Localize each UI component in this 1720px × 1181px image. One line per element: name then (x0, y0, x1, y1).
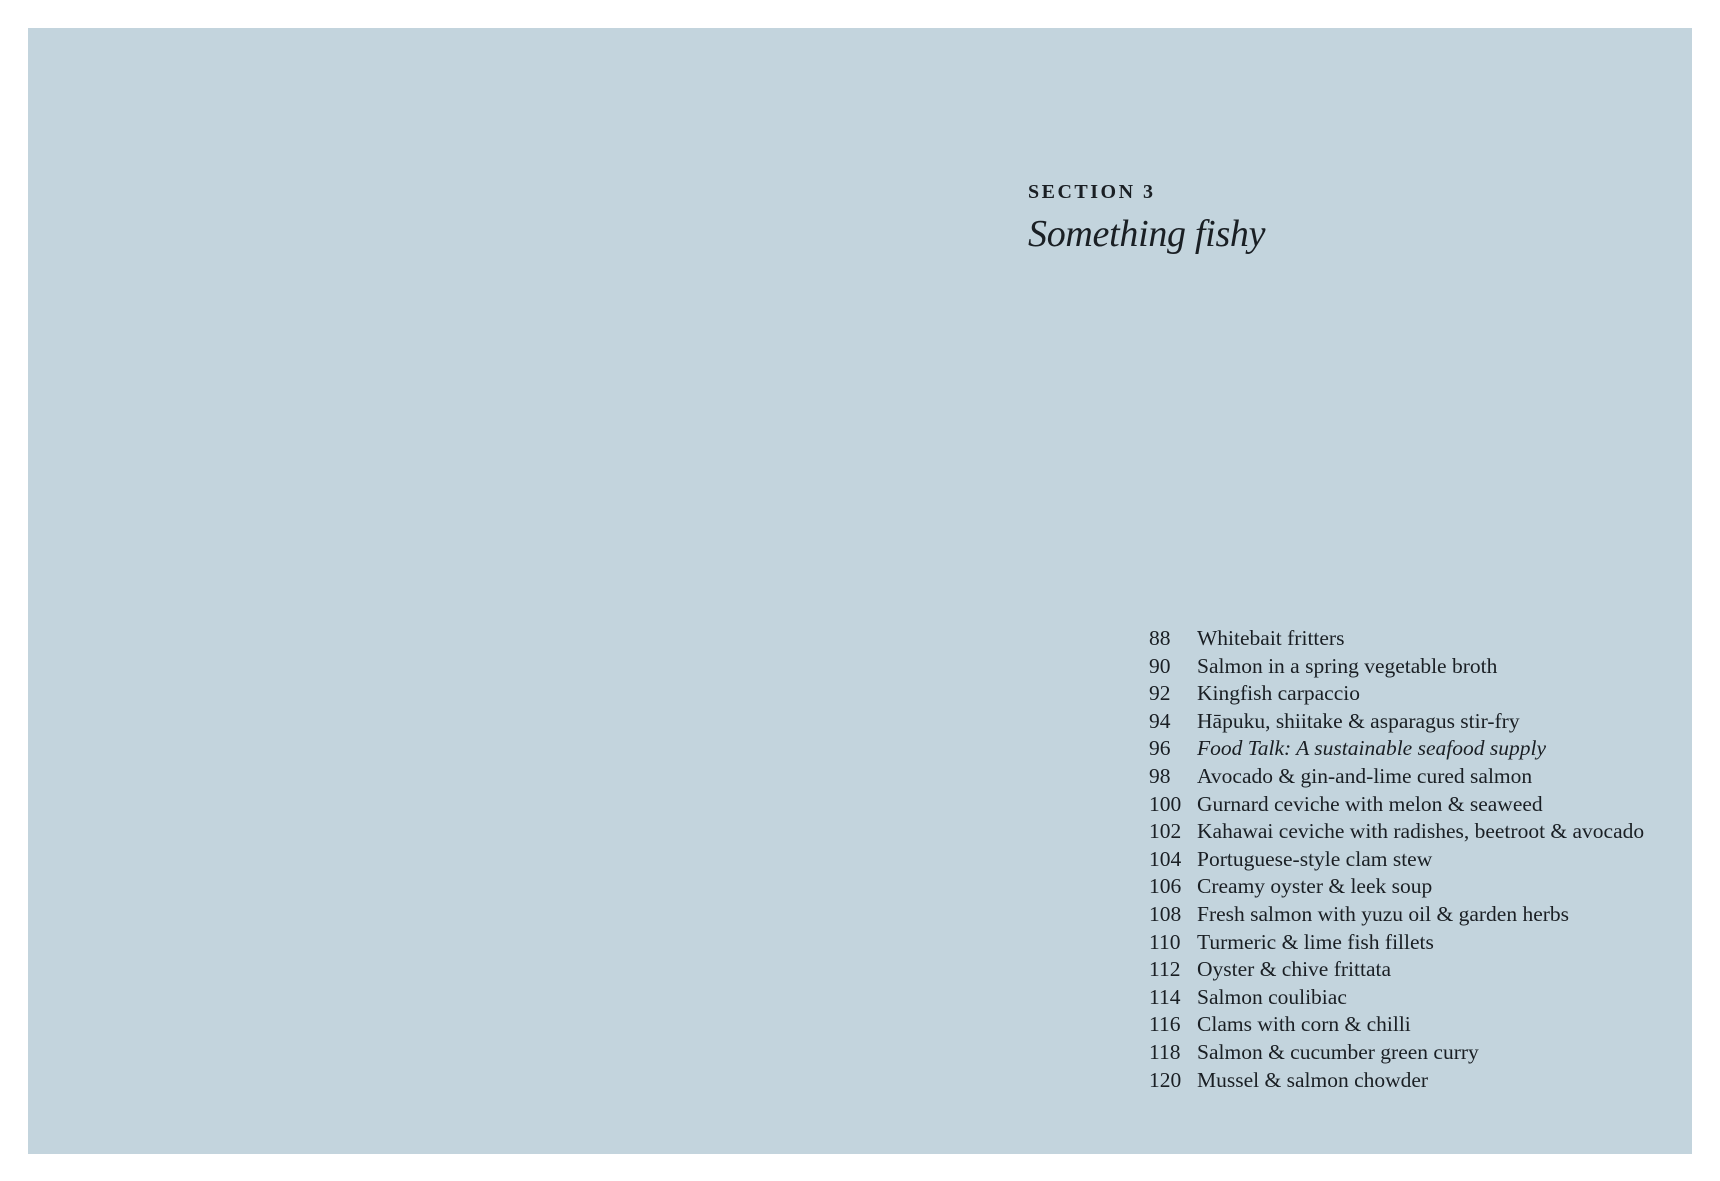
page-number: 108 (1149, 901, 1182, 926)
contents-item (1149, 1067, 1644, 1095)
recipe-title: Fresh salmon with yuzu oil & garden herbs (1197, 901, 1570, 926)
page-number: 118 (1149, 1039, 1181, 1064)
book-spread (28, 28, 1692, 1154)
contents-item (1149, 901, 1644, 929)
contents-item (1149, 984, 1644, 1012)
page-number: 96 (1149, 736, 1171, 761)
page-number: 88 (1149, 626, 1171, 650)
contents-item (1149, 708, 1644, 736)
recipe-title: Creamy oyster & leek soup (1197, 874, 1433, 899)
recipe-title: Kingfish carpaccio (1197, 681, 1360, 706)
recipe-title: Hāpuku, shiitake & asparagus stir-fry (1197, 708, 1520, 733)
contents-item (1149, 873, 1644, 901)
contents-item (1149, 1039, 1644, 1067)
section-header (1028, 180, 1265, 256)
feature-title: Food Talk: A sustainable seafood supply (1197, 736, 1546, 761)
recipe-title: Avocado & gin-and-lime cured salmon (1197, 763, 1533, 788)
contents-item (1149, 763, 1644, 791)
recipe-contents-list (1149, 625, 1644, 1094)
page-number: 104 (1149, 846, 1182, 871)
contents-item (1149, 791, 1644, 819)
page-number: 112 (1149, 957, 1181, 982)
contents-item (1149, 818, 1644, 846)
recipe-title: Salmon in a spring vegetable broth (1197, 653, 1498, 678)
contents-item (1149, 680, 1644, 708)
recipe-title: Oyster & chive frittata (1197, 957, 1392, 982)
recipe-title: Salmon coulibiac (1197, 984, 1347, 1009)
contents-item (1149, 625, 1644, 653)
page-number: 100 (1149, 791, 1182, 816)
section-title: Something fishy (1028, 213, 1266, 255)
contents-item (1149, 735, 1644, 763)
contents-item (1149, 956, 1644, 984)
contents-item (1149, 653, 1644, 681)
recipe-title: Mussel & salmon chowder (1197, 1067, 1429, 1092)
recipe-title: Portuguese-style clam stew (1197, 846, 1433, 871)
page-number: 120 (1149, 1067, 1182, 1092)
page-number: 116 (1149, 1012, 1181, 1037)
recipe-title: Whitebait fritters (1197, 626, 1345, 650)
recipe-title: Salmon & cucumber green curry (1197, 1039, 1479, 1064)
page-number: 94 (1149, 708, 1171, 733)
contents-item (1149, 846, 1644, 874)
page-number: 90 (1149, 653, 1171, 678)
page-number: 114 (1149, 984, 1181, 1009)
recipe-title: Clams with corn & chilli (1197, 1012, 1411, 1037)
recipe-title: Kahawai ceviche with radishes, beetroot & avocado (1197, 819, 1645, 844)
contents-item (1149, 929, 1644, 957)
page-number: 92 (1149, 681, 1171, 706)
page-number: 98 (1149, 763, 1171, 788)
page-number: 102 (1149, 819, 1182, 844)
page-number: 110 (1149, 929, 1181, 954)
recipe-title: Gurnard ceviche with melon & seaweed (1197, 791, 1543, 816)
contents-item (1149, 1011, 1644, 1039)
section-label: SECTION 3 (1028, 181, 1156, 203)
recipe-title: Turmeric & lime fish fillets (1197, 929, 1434, 954)
page-number: 106 (1149, 874, 1182, 899)
